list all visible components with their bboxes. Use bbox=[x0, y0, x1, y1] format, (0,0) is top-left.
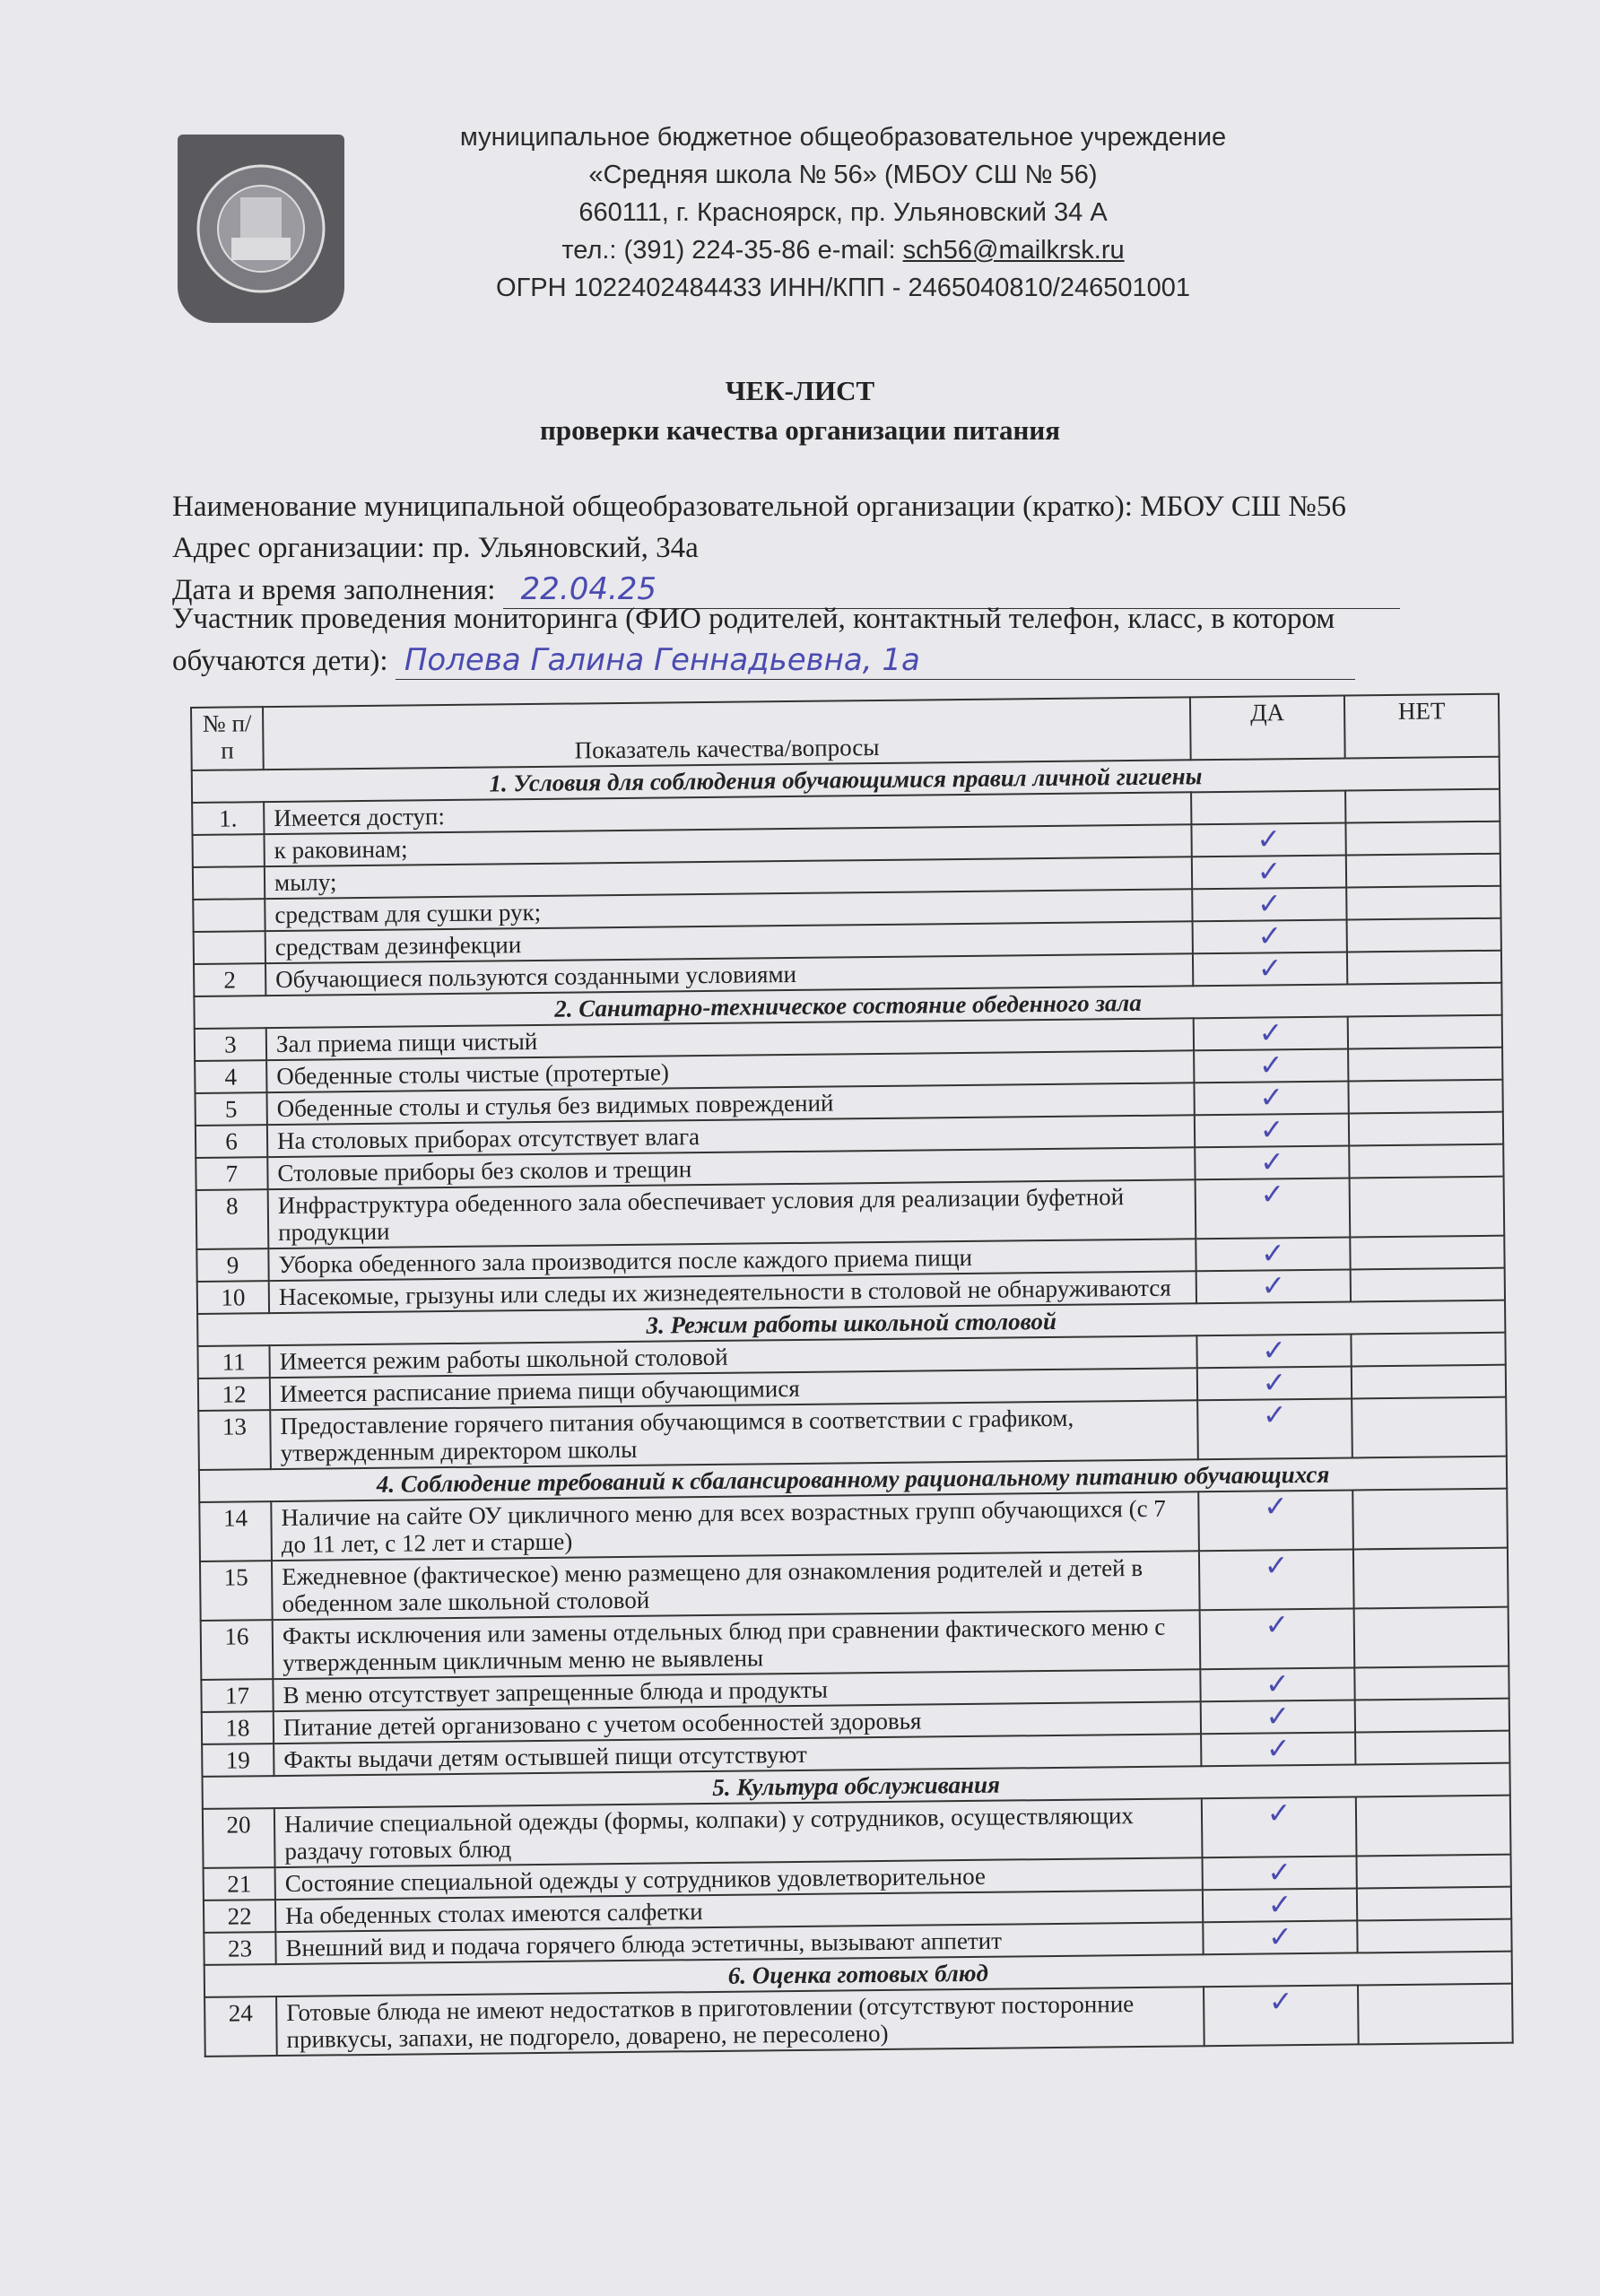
yes-check-cell: ✓ bbox=[1199, 1549, 1354, 1610]
section-title: 3. Режим работы школьной столовой bbox=[197, 1300, 1505, 1346]
row-number: 14 bbox=[199, 1501, 272, 1561]
section-title: 5. Культура обслуживания bbox=[202, 1763, 1509, 1809]
checklist-table bbox=[190, 693, 1514, 2057]
yes-check-cell: ✓ bbox=[1192, 856, 1346, 890]
header-line-2: «Средняя школа № 56» (МБОУ СШ № 56) bbox=[588, 161, 1098, 189]
no-check-cell bbox=[1357, 1887, 1511, 1921]
row-number: 9 bbox=[196, 1248, 268, 1282]
row-number: 6 bbox=[196, 1125, 267, 1158]
row-number: 23 bbox=[204, 1932, 275, 1965]
row-indicator: к раковинам; bbox=[264, 824, 1191, 866]
no-check-cell bbox=[1350, 1236, 1504, 1270]
section-title: 6. Оценка готовых блюд bbox=[204, 1952, 1512, 1997]
row-indicator: Питание детей организовано с учетом особенностей здоровья bbox=[274, 1701, 1201, 1744]
row-indicator: Инфраструктура обеденного зала обеспечивает условия для реализации буфетной продукции bbox=[268, 1179, 1196, 1248]
yes-check-cell: ✓ bbox=[1196, 1178, 1351, 1239]
row-indicator: Обучающиеся пользуются созданными условиями bbox=[265, 953, 1193, 996]
no-check-cell bbox=[1352, 1397, 1507, 1458]
header-ogrn: ОГРН 1022402484433 ИНН/КПП - 2465040810/246501001 bbox=[496, 274, 1190, 302]
no-check-cell bbox=[1346, 854, 1500, 888]
row-indicator: На обеденных столах имеются салфетки bbox=[275, 1890, 1203, 1932]
row-indicator: средствам дезинфекции bbox=[265, 921, 1193, 963]
yes-check-cell: ✓ bbox=[1193, 920, 1347, 954]
row-number: 12 bbox=[198, 1378, 270, 1411]
yes-check-cell: ✓ bbox=[1203, 1888, 1357, 1922]
yes-check-cell: ✓ bbox=[1197, 1366, 1352, 1400]
row-indicator: Наличие специальной одежды (формы, колпаки) у сотрудников, осуществляющих раздачу готовых блюд bbox=[274, 1798, 1203, 1867]
yes-check-cell: ✓ bbox=[1193, 952, 1347, 987]
row-indicator: В меню отсутствует запрещенные блюда и продукты bbox=[273, 1669, 1200, 1711]
row-number: 19 bbox=[202, 1744, 274, 1777]
participant-value: Полева Галина Геннадьевна, 1а bbox=[404, 642, 920, 678]
checklist-body bbox=[192, 757, 1513, 2057]
row-indicator: Внешний вид и подача горячего блюда эстетичны, вызывают аппетит bbox=[275, 1922, 1203, 1964]
row-indicator: Ежедневное (фактическое) меню размещено для ознакомления родителей и детей в обеденном зале школьной столовой bbox=[272, 1551, 1200, 1620]
yes-check-cell: ✓ bbox=[1195, 1113, 1349, 1147]
no-check-cell bbox=[1345, 789, 1500, 823]
row-indicator: Факты исключения или замены отдельных блюд при сравнении фактического меню с утвержденным цикличным меню не выявлены bbox=[273, 1610, 1201, 1679]
no-check-cell bbox=[1356, 1796, 1511, 1857]
no-check-cell bbox=[1358, 1984, 1513, 2045]
no-check-cell bbox=[1345, 822, 1500, 856]
school-emblem-icon bbox=[178, 135, 344, 323]
row-number: 2 bbox=[194, 963, 265, 996]
no-check-cell bbox=[1354, 1666, 1509, 1700]
no-check-cell bbox=[1355, 1699, 1509, 1733]
yes-check-cell: ✓ bbox=[1195, 1145, 1349, 1179]
participant-field bbox=[396, 642, 1355, 680]
no-check-cell bbox=[1348, 1048, 1502, 1082]
row-number: 18 bbox=[202, 1711, 274, 1744]
row-number: 5 bbox=[196, 1092, 267, 1126]
yes-check-cell: ✓ bbox=[1196, 1269, 1351, 1303]
row-indicator: Имеется доступ: bbox=[264, 792, 1191, 834]
no-check-cell bbox=[1347, 918, 1501, 952]
row-indicator: Насекомые, грызуны или следы их жизнедеятельности в столовой не обнаруживаются bbox=[269, 1271, 1196, 1313]
row-number bbox=[193, 866, 265, 900]
row-indicator: мылу; bbox=[265, 857, 1192, 899]
yes-check-cell: ✓ bbox=[1201, 1700, 1355, 1734]
yes-check-cell: ✓ bbox=[1194, 1081, 1348, 1115]
no-check-cell bbox=[1351, 1268, 1505, 1302]
no-check-cell bbox=[1350, 1177, 1505, 1238]
section-title: 1. Условия для соблюдения обучающимися правил личной гигиены bbox=[192, 757, 1500, 803]
no-check-cell bbox=[1349, 1144, 1503, 1178]
email-link[interactable]: sch56@mailkrsk.ru bbox=[902, 236, 1125, 265]
no-check-cell bbox=[1346, 886, 1500, 920]
yes-check-cell: ✓ bbox=[1192, 888, 1346, 922]
row-indicator: Зал приема пищи чистый bbox=[266, 1018, 1194, 1060]
row-number bbox=[192, 834, 264, 867]
section-title: 4. Соблюдение требований к сбалансированному рациональному питанию обучающихся bbox=[199, 1457, 1507, 1502]
participant-line bbox=[172, 642, 1482, 680]
no-check-cell bbox=[1348, 1080, 1502, 1114]
no-check-cell bbox=[1354, 1607, 1509, 1668]
participant-label-1: Участник проведения мониторинга (ФИО родителей, контактный телефон, класс, в котором bbox=[172, 603, 1335, 635]
row-indicator: Готовые блюда не имеют недостатков в приготовлении (отсутствуют посторонние привкусы, запахи, не подгорело, доварено, не пересолено) bbox=[276, 1987, 1204, 2056]
col-yes-header: ДА bbox=[1190, 696, 1345, 761]
no-check-cell bbox=[1347, 951, 1501, 985]
row-indicator: Имеется расписание приема пищи обучающимися bbox=[270, 1368, 1197, 1410]
doc-title: ЧЕК-ЛИСТ bbox=[725, 375, 875, 406]
row-indicator: Столовые приборы без сколов и трещин bbox=[267, 1147, 1195, 1189]
row-number bbox=[194, 931, 265, 964]
row-number: 20 bbox=[203, 1808, 275, 1868]
no-check-cell bbox=[1352, 1489, 1508, 1550]
row-indicator: Обеденные столы чистые (протертые) bbox=[266, 1050, 1194, 1092]
row-number: 7 bbox=[196, 1157, 267, 1190]
row-number bbox=[193, 899, 265, 932]
contact-phone: тел.: (391) 224-35-86 e-mail: bbox=[561, 236, 903, 265]
row-number: 24 bbox=[204, 1996, 277, 2057]
yes-check-cell: ✓ bbox=[1198, 1490, 1353, 1551]
row-indicator: Имеется режим работы школьной столовой bbox=[269, 1335, 1196, 1378]
row-number: 17 bbox=[201, 1679, 273, 1712]
header-line-1: муниципальное бюджетное общеобразовательное учреждение bbox=[459, 123, 1227, 152]
header-line-3: 660111, г. Красноярск, пр. Ульяновский 34 А bbox=[578, 198, 1108, 227]
no-check-cell bbox=[1352, 1365, 1506, 1399]
no-check-cell bbox=[1357, 1919, 1511, 1953]
no-check-cell bbox=[1349, 1112, 1503, 1146]
col-no-header: НЕТ bbox=[1344, 694, 1500, 759]
row-indicator: Уборка обеденного зала производится после каждого приема пищи bbox=[268, 1239, 1196, 1281]
yes-check-cell: ✓ bbox=[1196, 1237, 1350, 1271]
yes-check-cell: ✓ bbox=[1200, 1608, 1355, 1669]
col-indicator-header: Показатель качества/вопросы bbox=[263, 697, 1191, 770]
yes-check-cell bbox=[1191, 791, 1345, 825]
yes-check-cell: ✓ bbox=[1194, 1017, 1348, 1051]
doc-subtitle: проверки качества организации питания bbox=[540, 414, 1060, 446]
row-number: 4 bbox=[195, 1060, 266, 1093]
row-number: 13 bbox=[198, 1410, 271, 1470]
row-indicator: Обеденные столы и стулья без видимых повреждений bbox=[267, 1083, 1195, 1125]
row-indicator: Предоставление горячего питания обучающимся в соответствии с графиком, утвержденным директором школы bbox=[270, 1400, 1198, 1469]
yes-check-cell: ✓ bbox=[1197, 1398, 1352, 1459]
row-number: 10 bbox=[197, 1281, 269, 1314]
row-number: 8 bbox=[196, 1189, 269, 1249]
no-check-cell bbox=[1356, 1855, 1510, 1889]
row-number: 11 bbox=[197, 1345, 269, 1378]
date-label: Дата и время заполнения: bbox=[172, 574, 496, 606]
yes-check-cell: ✓ bbox=[1201, 1732, 1355, 1766]
row-indicator: Состояние специальной одежды у сотрудников удовлетворительное bbox=[275, 1857, 1203, 1900]
section-title: 2. Санитарно-техническое состояние обеденного зала bbox=[194, 983, 1501, 1029]
row-number: 3 bbox=[195, 1028, 266, 1061]
table-row bbox=[204, 1984, 1513, 2057]
yes-check-cell: ✓ bbox=[1204, 1985, 1359, 2046]
yes-check-cell: ✓ bbox=[1203, 1920, 1357, 1954]
yes-check-cell: ✓ bbox=[1200, 1667, 1354, 1701]
row-number: 15 bbox=[200, 1561, 273, 1621]
org-name-line: Наименование муниципальной общеобразовательной организации (кратко): МБОУ СШ №56 bbox=[172, 491, 1346, 523]
col-num-header: № п/п bbox=[191, 707, 264, 770]
no-check-cell bbox=[1348, 1015, 1502, 1049]
header-contacts bbox=[395, 231, 1291, 269]
row-number: 22 bbox=[204, 1900, 275, 1933]
address-line: Адрес организации: пр. Ульяновский, 34а bbox=[172, 532, 699, 564]
row-indicator: Наличие на сайте ОУ цикличного меню для всех возрастных групп обучающихся (с 7 до 11 лет, с 12 лет и старше) bbox=[271, 1492, 1199, 1561]
yes-check-cell: ✓ bbox=[1202, 1856, 1356, 1890]
no-check-cell bbox=[1353, 1548, 1509, 1609]
row-indicator: Факты выдачи детям остывшей пищи отсутствуют bbox=[274, 1734, 1201, 1776]
row-number: 21 bbox=[204, 1867, 275, 1900]
yes-check-cell: ✓ bbox=[1194, 1049, 1348, 1083]
yes-check-cell: ✓ bbox=[1196, 1334, 1351, 1368]
date-value: 22.04.25 bbox=[520, 571, 657, 607]
row-number: 1. bbox=[192, 802, 264, 835]
row-number: 16 bbox=[201, 1620, 274, 1680]
no-check-cell bbox=[1351, 1333, 1505, 1367]
participant-label-2: обучаются дети): bbox=[172, 645, 388, 677]
no-check-cell bbox=[1355, 1731, 1509, 1765]
school-header bbox=[395, 118, 1291, 307]
yes-check-cell: ✓ bbox=[1202, 1796, 1357, 1857]
yes-check-cell: ✓ bbox=[1191, 823, 1345, 857]
row-indicator: средствам для сушки рук; bbox=[265, 889, 1192, 931]
row-indicator: На столовых приборах отсутствует влага bbox=[267, 1115, 1195, 1157]
